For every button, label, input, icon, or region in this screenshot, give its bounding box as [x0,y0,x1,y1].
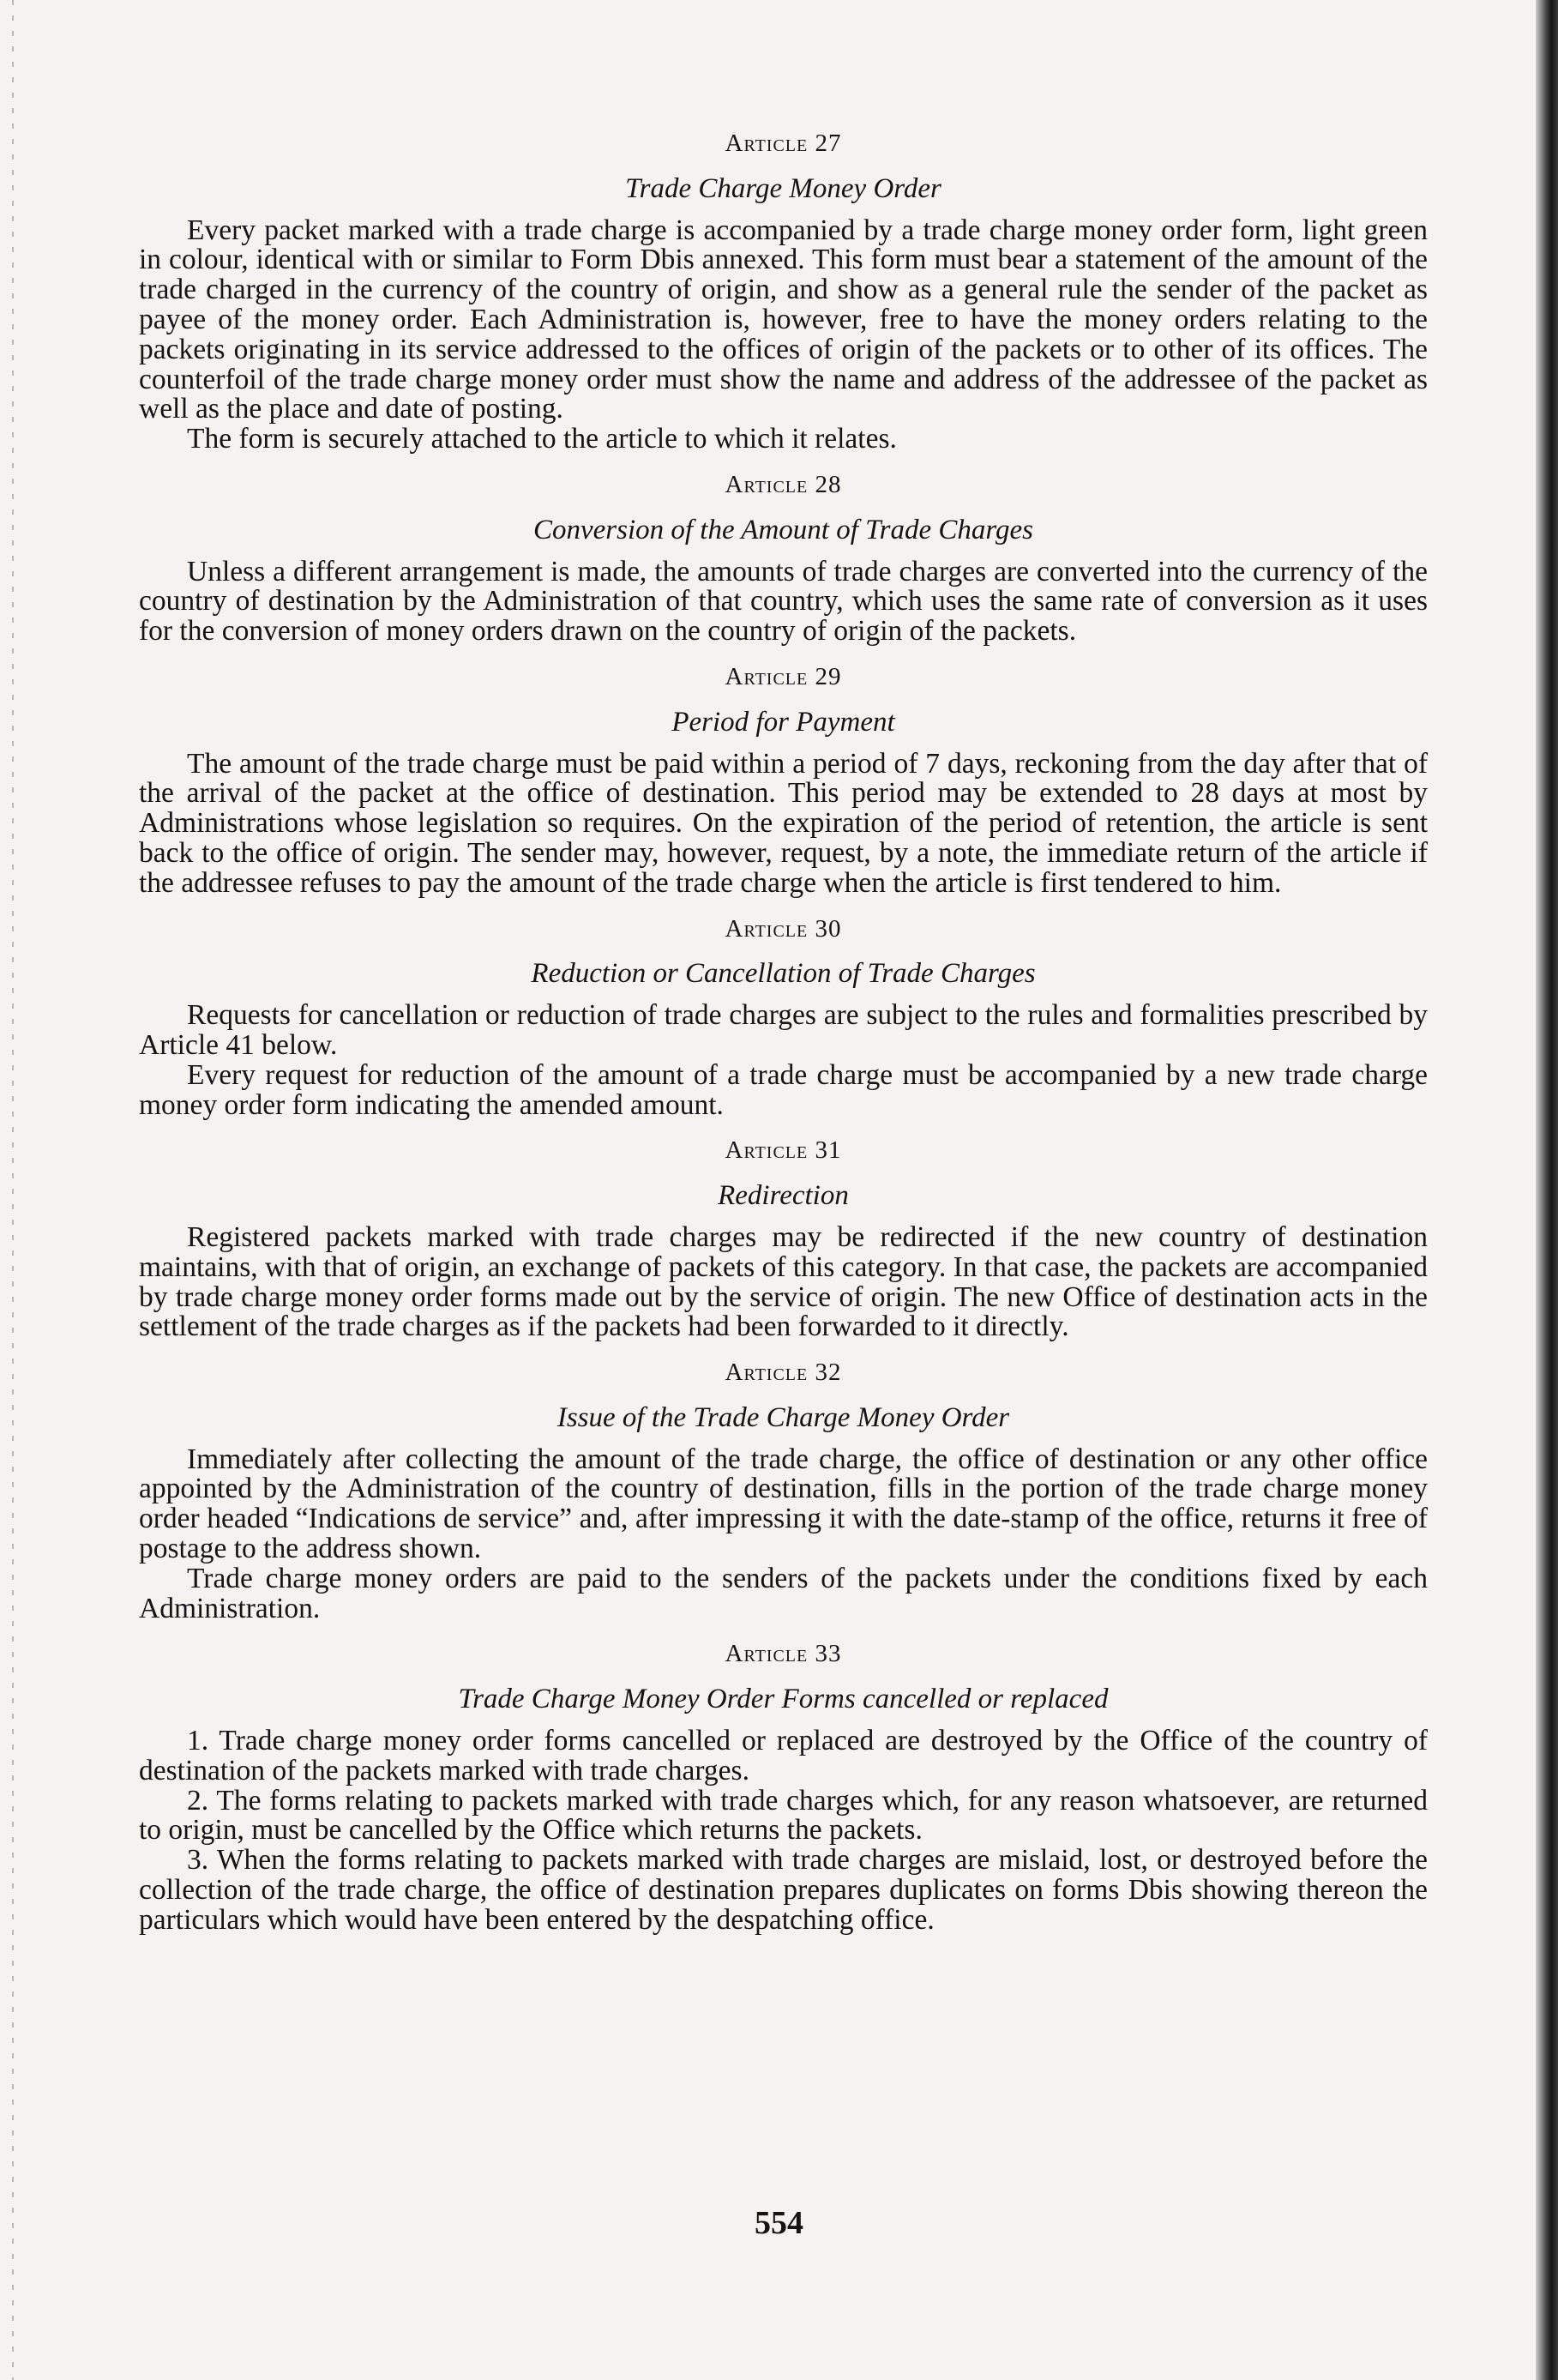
article-30-paragraph-2: Every request for reduction of the amount of a trade charge must be accompanied by a new trade charge money order form indicating the amended amount. [139,1058,1428,1121]
article-33-title: Trade Charge Money Order Forms cancelled or replaced [458,1684,1109,1715]
article-29-title: Period for Payment [671,706,895,738]
article-33-number: Article 33 [725,1640,842,1668]
article-27-paragraph-1: Every packet marked with a trade charge is accompanied by a trade charge money order form, light green in colour, identical with or similar to Form Dbis annexed. This form must bear a statement of the amount of the trade charged in the currency of the country of origin, and show as a general rule the sender of the packet as payee of the money order. Each Administration is, however, free to have the money orders relating to the packets originating in its service addressed to the offices of origin of the packets or to other of its offices. The counterfoil of the trade charge money order must show the name and address of the addressee of the packet as well as the place and date of posting. [139,214,1428,425]
article-31-title: Redirection [718,1180,849,1212]
article-30-title: Reduction or Cancellation of Trade Charges [531,958,1036,990]
article-27-title: Trade Charge Money Order [625,172,941,204]
article-27-number: Article 27 [725,130,842,157]
scan-left-edge [12,0,14,2380]
document-body [139,129,1428,1936]
article-27-paragraph-2: The form is securely attached to the article to which it relates. [187,423,897,455]
article-29-number: Article 29 [725,662,842,690]
article-32-paragraph-1: Immediately after collecting the amount of the trade charge, the office of destination or any other office appointed by the Administration of the country of destination, fills in the portion of the trade charge money order headed “Indications de service” and, after impressing it with the date-stamp of the office, returns it free of postage to the address shown. [139,1443,1428,1565]
scan-binding-edge [1536,0,1558,2380]
article-32-paragraph-2: Trade charge money orders are paid to the senders of the packets under the conditions fixed by each Administration. [139,1562,1428,1624]
article-31-number: Article 31 [725,1136,842,1165]
article-30-number: Article 30 [725,914,842,943]
article-33-paragraph-3: 3. When the forms relating to packets marked with trade charges are mislaid, lost, or destroyed before the collection of the trade charge, the office of destination prepares duplicates on forms Dbis showing thereon the particulars which would have been entered by the despatching office. [139,1844,1428,1936]
article-32-title: Issue of the Trade Charge Money Order [556,1401,1010,1433]
article-30-paragraph-1: Requests for cancellation or reduction of trade charges are subject to the rules and formalities prescribed by Article 41 below. [139,999,1428,1061]
article-33-paragraph-1: 1. Trade charge money order forms cancelled or replaced are destroyed by the Office of the country of destination of the packets marked with trade charges. [139,1725,1428,1787]
article-28-paragraph-1: Unless a different arrangement is made, the amounts of trade charges are converted into the currency of the country of destination by the Administration of that country, which uses the same rate of conversion as it uses for the conversion of money orders drawn on the country of origin of the packets. [139,555,1428,648]
article-32-number: Article 32 [725,1359,842,1387]
page-number: 554 [755,2205,803,2241]
article-33-paragraph-2: 2. The forms relating to packets marked with trade charges which, for any reason whatsoever, are returned to origin, must be cancelled by the Office which returns the packets. [139,1784,1428,1847]
article-28-number: Article 28 [725,470,842,498]
article-28-title: Conversion of the Amount of Trade Charges [532,514,1033,545]
article-31-paragraph-1: Registered packets marked with trade charges may be redirected if the new country of destination maintains, with that of origin, an exchange of packets of this category. In that case, the packets are accompanied by trade charge money order forms made out by the service of origin. The new Office of destination acts in the settlement of the trade charges as if the packets had been forwarded to it directly. [139,1220,1428,1343]
article-29-paragraph-1: The amount of the trade charge must be paid within a period of 7 days, reckoning from the day after that of the arrival of the packet at the office of destination. This period may be extended to 28 days at most by Administrations whose legislation so requires. On the expiration of the period of retention, the article is sent back to the office of origin. The sender may, however, request, by a note, the immediate return of the article if the addressee refuses to pay the amount of the trade charge when the article is first tendered to him. [139,747,1428,899]
